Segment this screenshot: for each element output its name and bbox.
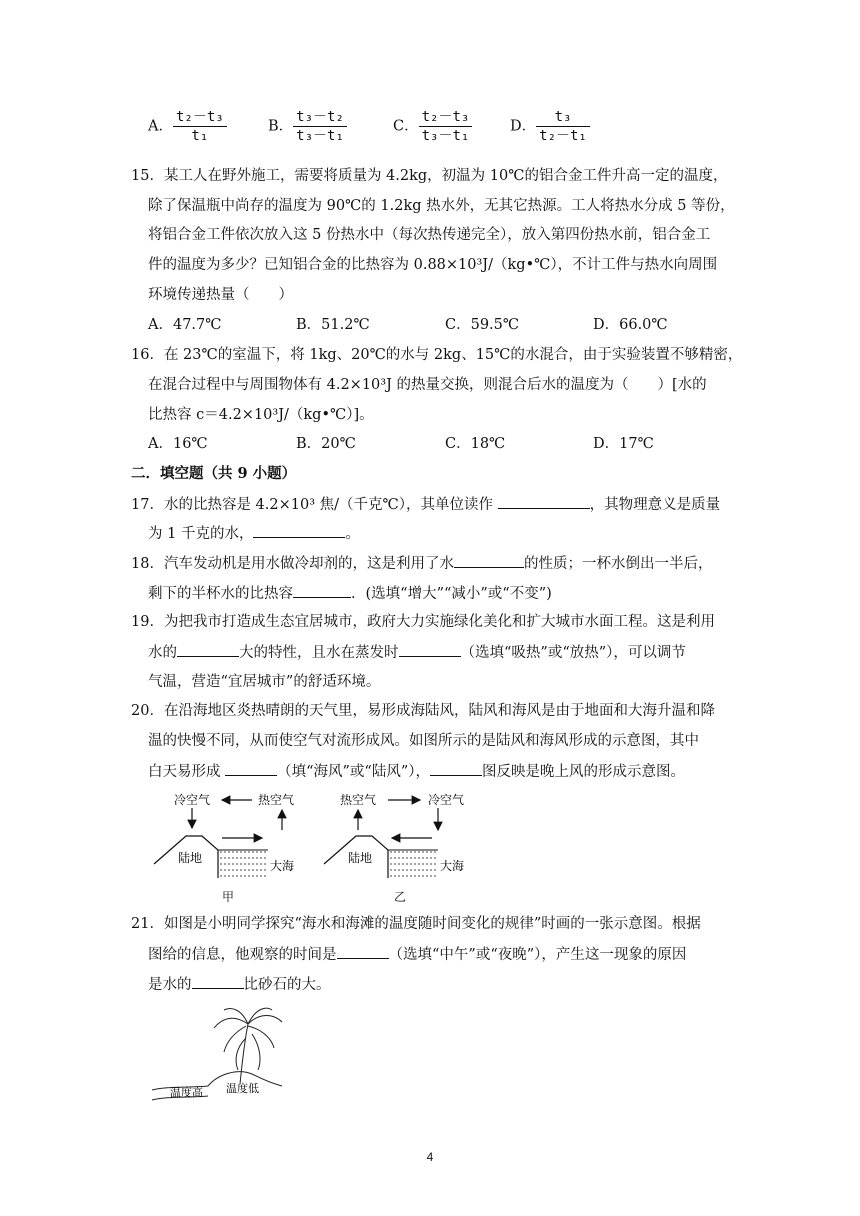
- q15-option-a: A．47.7℃: [148, 317, 222, 333]
- q14-option-c: C． $\frac{\text{t₂－t₃}}{\text{t₃－t₁}}$: [393, 108, 472, 145]
- q16-option-b: B．20℃: [296, 436, 356, 452]
- hot-air-label: 热空气: [258, 793, 295, 807]
- q19-line-1: 19．为把我市打造成生态宜居城市，政府大力实施绿化美化和扩大城市水面工程。这是利用: [131, 614, 715, 630]
- q15-line: 环境传递热量（ ）: [148, 287, 293, 303]
- q16-option-d: D．17℃: [593, 436, 654, 452]
- q17-line-1: 17．水的比热容是 4.2×10³ 焦/（千克℃），其单位读作 ，其物理意义是质量: [131, 494, 720, 515]
- answer-blank[interactable]: [430, 761, 482, 776]
- answer-blank[interactable]: [399, 642, 461, 657]
- sea-land-wind-diagram-jia: [150, 788, 310, 884]
- land-label: 陆地: [178, 851, 203, 865]
- q16-option-c: C．18℃: [445, 436, 506, 452]
- q15-line: 除了保温瓶中尚存的温度为 90℃的 1.2kg 热水外，无其它热源。工人将热水分成 5 等份，: [148, 198, 735, 214]
- hot-air-label: 热空气: [340, 793, 377, 807]
- q19-line-3: 气温，营造“宜居城市”的舒适环境。: [148, 674, 381, 690]
- q14-option-d: D． $\frac{\text{t₃}}{\text{t₂－t₁}}$: [510, 108, 590, 145]
- q16-line: 比热容 c＝4.2×10³J/（kg•℃）]。: [148, 407, 374, 423]
- q16-line: 16．在 23℃的室温下，将 1kg、20℃的水与 2kg、15℃的水混合，由于实验装置不够精密，: [131, 347, 743, 363]
- q20-line-3: 白天易形成 （填“海风”或“陆风”）， 图反映是晚上风的形成示意图。: [148, 761, 685, 782]
- q16-line: 在混合过程中与周围物体有 4.2×10³J 的热量交换，则混合后水的温度为（ ）[水的: [148, 377, 707, 393]
- answer-blank[interactable]: [337, 944, 389, 959]
- answer-blank[interactable]: [253, 523, 345, 538]
- q20-line-2: 温的快慢不同，从而使空气对流形成风。如图所示的是陆风和海风形成的示意图，其中: [148, 733, 699, 749]
- low-temperature-label: 温度低: [226, 1082, 259, 1095]
- cold-air-label: 冷空气: [174, 793, 211, 807]
- sea-label: 大海: [270, 859, 295, 873]
- answer-blank[interactable]: [454, 553, 524, 568]
- page-number: 4: [426, 1150, 434, 1164]
- sea-hatching: [220, 852, 268, 876]
- answer-blank[interactable]: [293, 583, 351, 598]
- q15-option-c: C．59.5℃: [445, 317, 520, 333]
- q21-line-2: 图给的信息，他观察的时间是 （选填“中午”或“夜晚”），产生这一现象的原因: [148, 944, 686, 965]
- q15-line: 将铝合金工件依次放入这 5 份热水中（每次热传递完全），放入第四份热水前，铝合金工: [148, 227, 711, 243]
- q14-option-a: A． $\frac{\text{t₂－t₃}}{\text{t₁}}$: [148, 108, 227, 145]
- figure-caption-yi: 乙: [394, 890, 407, 904]
- section-heading: 二．填空题（共 9 小题）: [131, 465, 297, 482]
- q15-line: 件的温度为多少？已知铝合金的比热容为 0.88×10³J/（kg•℃），不计工件与热水向周围: [148, 257, 718, 273]
- beach-palm-tree-illustration: [148, 1004, 298, 1104]
- answer-blank[interactable]: [225, 761, 277, 776]
- q21-line-1: 21．如图是小明同学探究“海水和海滩的温度随时间变化的规律”时画的一张示意图。根据: [131, 916, 701, 932]
- q15-options: [148, 315, 708, 335]
- q15-line: 15．某工人在野外施工，需要将质量为 4.2kg，初温为 10℃的铝合金工件升高一定的温度，: [131, 168, 728, 184]
- q14-option-b: B． $\frac{\text{t₃－t₂}}{\text{t₃－t₁}}$: [268, 108, 347, 145]
- answer-blank[interactable]: [498, 494, 590, 509]
- high-temperature-label: 温度高: [170, 1086, 203, 1099]
- q18-line-2: 剩下的半杯水的比热容 ．(选填“增大”“减小”或“不变”): [148, 583, 552, 604]
- q21-line-3: 是水的 比砂石的大。: [148, 974, 331, 995]
- q15-option-b: B．51.2℃: [296, 317, 370, 333]
- figure-caption-jia: 甲: [222, 890, 235, 904]
- answer-blank[interactable]: [177, 642, 239, 657]
- land-label: 陆地: [348, 851, 373, 865]
- sea-label: 大海: [440, 859, 465, 873]
- sea-land-wind-diagram-yi: [320, 788, 480, 884]
- q18-line-1: 18．汽车发动机是用水做冷却剂的，这是利用了水 的性质；一杯水倒出一半后，: [131, 553, 712, 574]
- q16-options: [148, 434, 708, 454]
- q17-line-2: 为 1 千克的水， 。: [148, 523, 360, 544]
- q14-options: [148, 108, 708, 152]
- q16-option-a: A．16℃: [148, 436, 208, 452]
- q15-option-d: D．66.0℃: [593, 317, 668, 333]
- q20-line-1: 20．在沿海地区炎热晴朗的天气里，易形成海陆风，陆风和海风是由于地面和大海升温和降: [131, 703, 715, 719]
- q19-line-2: 水的 大的特性，且水在蒸发时 （选填“吸热”或“放热”），可以调节: [148, 642, 686, 663]
- cold-air-label: 冷空气: [428, 793, 465, 807]
- sea-hatching: [390, 852, 438, 876]
- answer-blank[interactable]: [192, 974, 244, 989]
